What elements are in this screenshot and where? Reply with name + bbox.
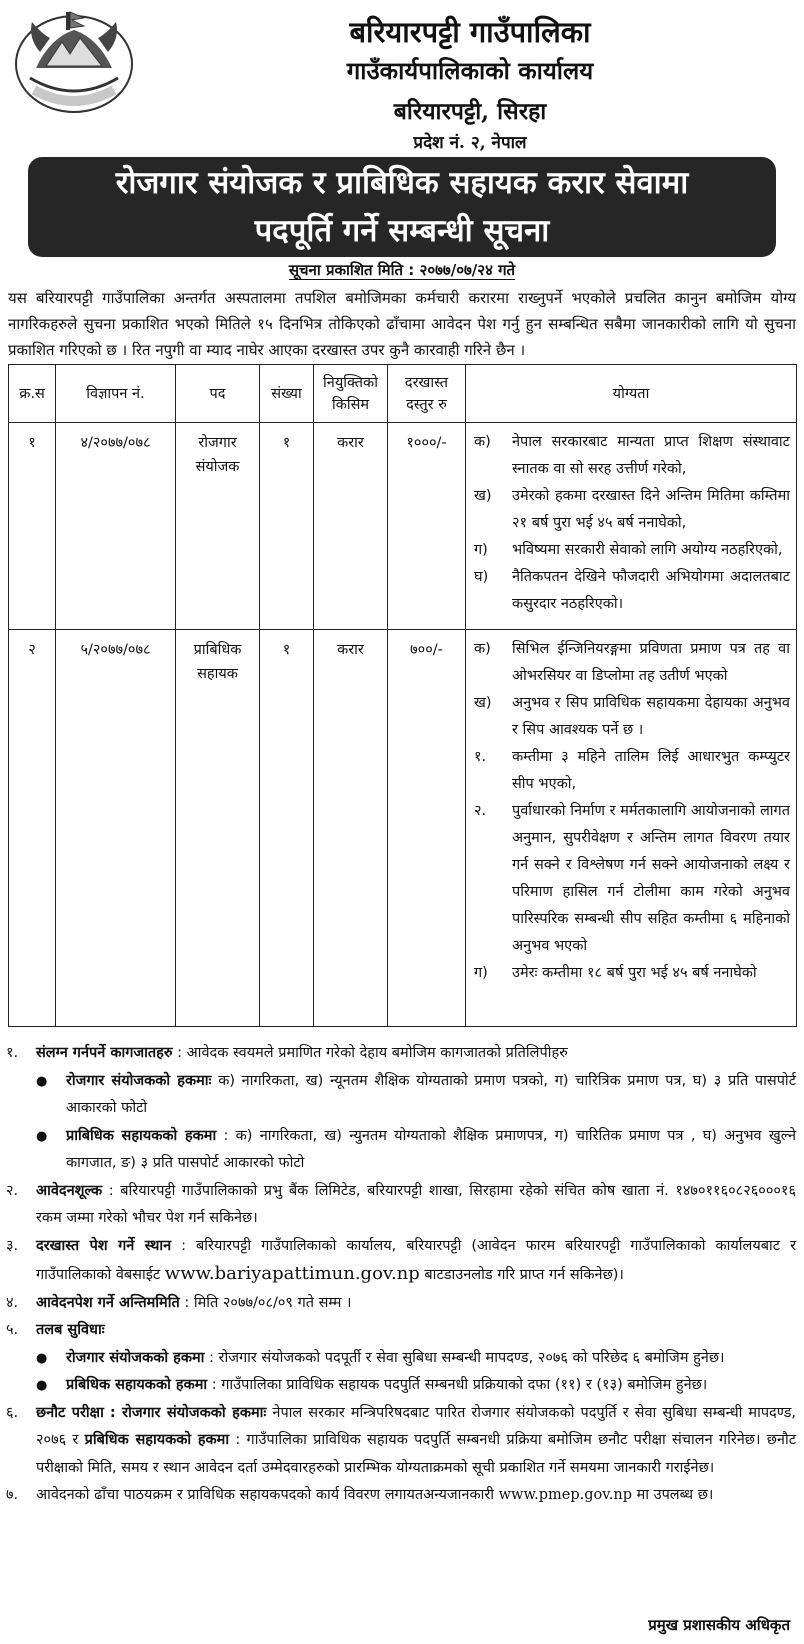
- intro-paragraph: यस बरियारपट्टी गाउँपालिका अन्तर्गत अस्पतालमा तपशिल बमोजिमका कर्मचारी करारमा राख्नुपर्ने भएकोले प्रचलित कानुन बमोजिम योग्य नागरिकहरुले सुचना प्रकाशित भएको मितिले १५ दिनभित्र तोकिएको ढाँचामा आवेदन पेश गर्नु हुन सम्बन्धित सबैमा जानकारीको लागि यो सुचना प्रकाशित गरिएको छ । रित नपुगी वा म्याद नाघेर आएका दरखास्त उपर कुनै कारवाही गरिने छैन ।: [8, 289, 796, 359]
- nepal-emblem: [10, 8, 138, 116]
- col-header-post: पद: [176, 365, 260, 423]
- note-5a: ● रोजगार संयोजकको हकमा : रोजगार संयोजकको पदपूर्ती र सेवा सुबिधा सम्बन्धी मापदण्ड, २०७६ को परिछेद ६ बमोजिम हुनेछ।: [6, 1345, 796, 1373]
- cell-qualification: [466, 423, 797, 630]
- col-header-type: नियुक्तिको किसिम: [314, 365, 388, 423]
- qualification-item: १. कम्तीमा ३ महिने तालिम लिई आधारभुत कम्प्युटर सीप भएको,: [474, 749, 790, 792]
- office-place: बरियारपट्टी, सिरहा: [393, 98, 547, 125]
- table-row: [9, 630, 797, 1027]
- col-header-sn: क्र.स: [9, 365, 56, 423]
- office-name: गाउँकार्यपालिकाको कार्यालय: [346, 56, 594, 85]
- note-label: संलग्न गर्नपर्ने कागजातहरु: [36, 1045, 173, 1061]
- note-1b: ● प्राबिधिक सहायकको हकमा : क) नागरिकता, ख) न्युनतम योग्यताको शैक्षिक प्रमाणपत्र, ग) चारितिक प्रमाण पत्र , घ) अनुभव खुल्ने कागजात, ङ) ३ प्रति पासपोर्ट आकारको फोटो: [6, 1123, 796, 1178]
- qualification-item: घ) नैतिकपतन देखिने फौजदारी अभियोगमा अदालतबाट कसुरदार नठहरिएको।: [474, 569, 790, 612]
- bullet-icon: ●: [36, 1073, 48, 1089]
- qualification-item: ग) भविष्यमा सरकारी सेवाको लागि अयोग्य नठहरिएको,: [474, 542, 783, 558]
- pmep-link[interactable]: www.pmep.gov.np: [498, 1487, 632, 1503]
- publish-date: सूचना प्रकाशित मिति : २०७७/०७/२४ गते: [288, 261, 516, 279]
- cell-post: रोजगार संयोजक: [176, 423, 260, 630]
- signature-title: प्रमुख प्रशासकीय अधिकृत: [648, 1616, 790, 1634]
- cell-sn: १: [9, 423, 56, 630]
- note-3: ३. दरखास्त पेश गर्ने स्थान : बरियारपट्टी गाउँपालिकाको कार्यालय, बरियारपट्टी (आवेदन फारम बरियारपट्टी गाउँपालिकाको कार्यालयबाट र गाउँपालिकाको वेबसाईट www.bariyapattimun.gov.np बाटडाउनलोड गरि प्राप्त गर्न सकिनेछ)।: [6, 1237, 796, 1284]
- notice-title-banner: [28, 157, 776, 257]
- cell-count: १: [260, 423, 314, 630]
- col-header-fee: दरखास्त दस्तुर रु: [388, 365, 466, 423]
- notice-title-line1: रोजगार संयोजक र प्राबिधिक सहायक करार सेवामा: [115, 165, 689, 201]
- qualification-item: क) नेपाल सरकारबाट मान्यता प्राप्त शिक्षण संस्थावाट स्नातक वा सो सरह उत्तीर्ण गरेको,: [474, 434, 790, 477]
- notice-title-line2: पदपूर्ति गर्ने सम्बन्धी सूचना: [254, 213, 550, 249]
- cell-sn: २: [9, 630, 56, 1027]
- col-header-count: संख्या: [260, 365, 314, 423]
- note-5b: ● प्रबिधिक सहायकको हकमा : गाउँपालिका प्राविधिक सहायक पदपुर्ति सम्बनधी प्रक्रियाको दफा (११) र (१३) बमोजिम हुनेछ।: [6, 1372, 796, 1400]
- note-5: ५. तलब सुविधाः: [6, 1322, 105, 1338]
- cell-post: प्राबिधिक सहायक: [176, 630, 260, 1027]
- website-link[interactable]: www.bariyapattimun.gov.np: [164, 1263, 420, 1284]
- bullet-icon: ●: [36, 1128, 48, 1144]
- province: प्रदेश नं. २, नेपाल: [413, 133, 527, 153]
- col-header-qualification: योग्यता: [466, 365, 797, 423]
- table-header-row: [9, 365, 797, 423]
- cell-fee: १०००/-: [388, 423, 466, 630]
- qualification-item: ख) अनुभव र सिप प्राविधिक सहायकमा देहायका अनुभव र सिप आवश्यक पर्ने छ ।: [474, 695, 790, 738]
- cell-count: १: [260, 630, 314, 1027]
- cell-ad-no: ५/२०७७/०७८: [56, 630, 176, 1027]
- note-2: २. आवेदनशूल्क : बरियारपट्टी गाउँपालिकाको प्रभु बैंक लिमिटेड, बरियारपट्टी शाखा, सिरहामा रहेको संचित कोष खाता नं. १४७०११६०८२६०००१६ रकम जम्मा गरेको भौचर पेश गर्न सकिनेछ।: [6, 1182, 796, 1226]
- note-6: ६. छनौट परीक्षा : रोजगार संयोजकको हकमाः नेपाल सरकार मन्त्रिपरिषदबाट पारित रोजगार संयोजकको पदपुर्ति र सेवा सुबिधा सम्बन्धी मापदण्ड, २०७६ र प्रबिधिक सहायकको हकमा : गाउँपालिका प्राविधिक सहायक पदपुर्ति सम्बनधी प्रक्रिया बमोजिम छनौट परीक्षा संचालन गरिनेछ। छनौट परीक्षाको मिति, समय र स्थान आवेदन दर्ता उम्मेदवारहरुको प्रारम्भिक योग्यताक्रमको सूची प्रकाशित गर्ने समयमा जानकारी गराईनेछ।: [6, 1404, 797, 1476]
- qualification-item: २. पुर्वाधारको निर्माण र मर्मतकालागि आयोजनाको लागत अनुमान, सुपरीवेक्षण र अन्तिम लागत विवरण तयार गर्न सक्ने र विश्लेषण गर्न सक्ने आयोजनाको लक्ष्य र परिमाण हासिल गर्न टोलीमा काम गरेको अनुभव पारिस्परिक सम्बन्धी सीप सहित कम्तीमा ६ महिनाको अनुभव भएको: [474, 803, 790, 954]
- notes-section: [6, 1040, 796, 1510]
- bullet-icon: ●: [36, 1378, 48, 1393]
- col-header-ad-no: विज्ञापन नं.: [56, 365, 176, 423]
- cell-ad-no: ४/२०७७/०७८: [56, 423, 176, 630]
- table-row: [9, 423, 797, 630]
- qualification-item: क) सिभिल ईन्जिनियरङ्गमा प्रविणता प्रमाण पत्र तह वा ओभरसियर वा डिप्लोमा तह उतीर्ण भएको: [474, 641, 790, 684]
- note-1a: ● रोजगार संयोजकको हकमाः क) नागरिकता, ख) न्यूनतम शैक्षिक योग्यताको प्रमाण पत्रको, ग) चारित्रिक प्रमाण पत्र, घ) ३ प्रति पासपोर्ट आकारको फोटो: [6, 1068, 796, 1123]
- qualification-item: ग) उमेरः कम्तीमा १८ बर्ष पुरा भई ४५ बर्ष ननाघेको: [474, 965, 757, 981]
- note-4: ४. आवेदनपेश गर्ने अन्तिममिति : मिति २०७७/०८/०९ गते सम्म ।: [6, 1294, 352, 1311]
- cell-type: करार: [314, 423, 388, 630]
- vacancy-table: [8, 364, 797, 1027]
- cell-fee: ७००/-: [388, 630, 466, 1027]
- bullet-icon: ●: [36, 1350, 48, 1366]
- cell-type: करार: [314, 630, 388, 1027]
- cell-qualification: [466, 630, 797, 1027]
- qualification-item: ख) उमेरको हकमा दरखास्त दिने अन्तिम मितिमा कम्तिमा २१ बर्ष पुरा भई ४५ बर्ष ननाघेको,: [474, 488, 790, 531]
- org-name: बरियारपट्टी गाउँपालिका: [349, 15, 591, 49]
- note-1: १. संलग्न गर्नपर्ने कागजातहरु : आवेदक स्वयमले प्रमाणित गरेको देहाय बमोजिम कागजातको प्रतिलिपीहरु: [6, 1045, 568, 1061]
- note-7: ७. आवेदनको ढाँचा पाठयक्रम र प्राविधिक सहायकपदको कार्य विवरण लगायतअन्यजानकारी www.pmep.gov.np मा उपलब्ध छ।: [6, 1487, 714, 1503]
